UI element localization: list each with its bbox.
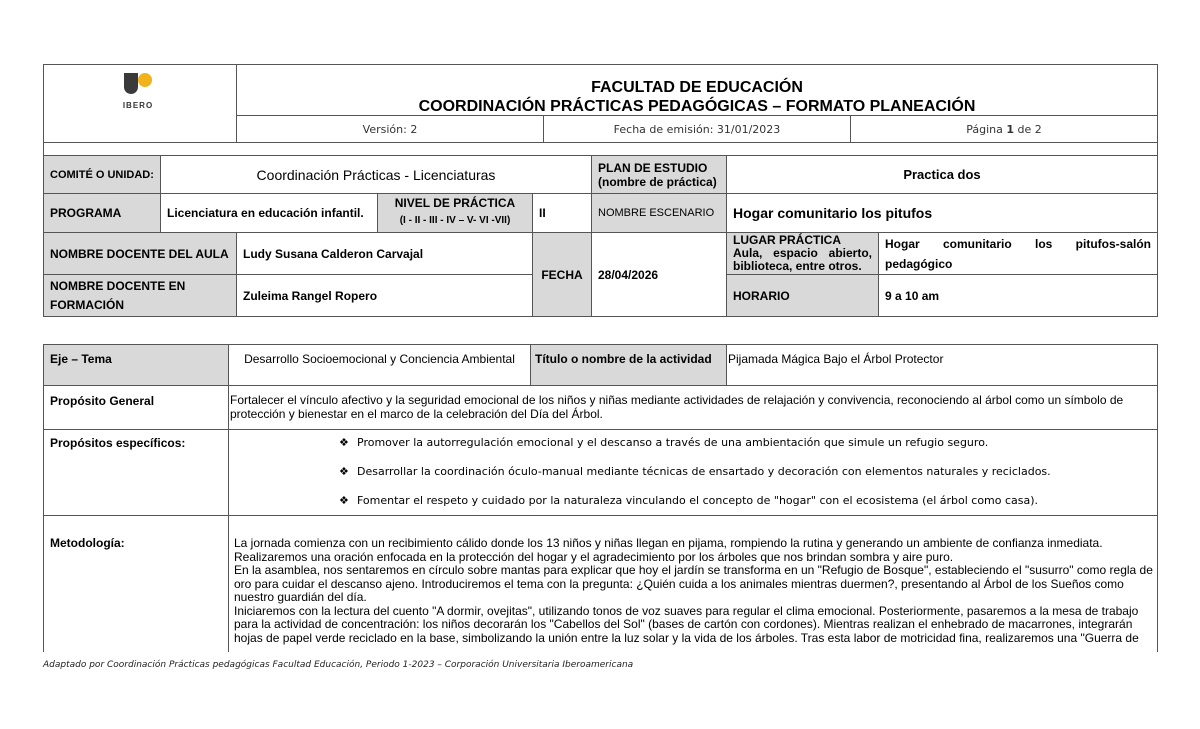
spacer-row	[43, 142, 1158, 156]
plan-label-line2: (nombre de práctica)	[598, 175, 717, 189]
specific-purpose-item	[339, 465, 1051, 478]
lugar-label-cell	[726, 232, 879, 275]
emission-date-text: Fecha de emisión: 31/01/2023	[613, 122, 781, 136]
proposito-value-cell	[228, 385, 1158, 430]
titulo-value: Pijamada Mágica Bajo el Árbol Protector	[728, 352, 944, 366]
fecha-value: 28/04/2026	[598, 267, 659, 282]
docente-formacion-label-cell	[43, 274, 237, 317]
docente-formacion-value: Zuleima Rangel Ropero	[243, 288, 378, 303]
header-title-cell	[236, 64, 1158, 116]
escenario-label: NOMBRE ESCENARIO	[598, 207, 715, 219]
diamond-bullet-icon: ❖	[339, 465, 349, 478]
especificos-label-cell	[43, 429, 229, 516]
metodologia-line: Realizaremos una oración enfocada en la protección del hogar y el agradecimiento por los árboles que nos brindan sombra y aire puro.	[234, 549, 954, 564]
eje-value: Desarrollo Socioemocional y Conciencia Ambiental	[244, 352, 515, 366]
horario-value-cell	[878, 274, 1158, 317]
page-title: FACULTAD DE EDUCACIÓN	[591, 79, 803, 96]
version-cell	[236, 115, 544, 143]
eje-label-cell	[43, 344, 229, 386]
eje-label: Eje – Tema	[50, 352, 112, 366]
proposito-label: Propósito General	[50, 394, 155, 408]
page-subtitle: COORDINACIÓN PRÁCTICAS PEDAGÓGICAS – FORMATO PLANEACIÓN	[418, 98, 976, 115]
metodologia-line: Iniciaremos con la lectura del cuento "A dormir, ovejitas", utilizando tonos de voz suaves para regular el clima emocional. Posteriormente, pasaremos a la mesa de trabajo	[234, 603, 1139, 618]
lugar-label-line1: LUGAR PRÁCTICA	[733, 233, 841, 247]
page-footer: Adaptado por Coordinación Prácticas pedagógicas Facultad Educación, Periodo 1-2023 – Corporación Universitaria Iberoamericana	[43, 660, 634, 670]
especificos-label: Propósitos específicos:	[50, 436, 186, 450]
nivel-value: II	[539, 206, 546, 220]
titulo-label: Título o nombre de la actividad	[535, 352, 712, 366]
comite-label-cell	[43, 155, 161, 194]
lugar-value-line1: Hogar comunitario los pitufos-salón	[885, 237, 1151, 251]
titulo-value-cell	[726, 344, 1158, 386]
horario-label: HORARIO	[733, 288, 790, 303]
horario-value: 9 a 10 am	[885, 288, 940, 303]
logo-cell	[43, 64, 237, 143]
metodologia-label: Metodología:	[50, 536, 125, 550]
lugar-value-cell	[878, 232, 1158, 275]
metodologia-value-cell	[228, 515, 1158, 652]
emission-date-cell	[543, 115, 851, 143]
docente-formacion-label-line1: NOMBRE DOCENTE EN	[50, 279, 186, 293]
lugar-value-line2: pedagógico	[885, 257, 953, 271]
plan-value: Practica dos	[903, 167, 981, 182]
docente-aula-value: Ludy Susana Calderon Carvajal	[243, 246, 424, 261]
docente-aula-label-cell	[43, 232, 237, 275]
especificos-value-cell	[228, 429, 1158, 516]
diamond-bullet-icon: ❖	[339, 436, 349, 449]
metodologia-line: La jornada comienza con un recibimiento cálido donde los 13 niños y niñas llegan en pijama, rompiendo la rutina y generando un ambiente de confianza inmediata.	[234, 536, 1103, 550]
specific-purpose-text: Desarrollar la coordinación óculo-manual mediante técnicas de ensartado y decoración con elementos naturales y reciclados.	[357, 465, 1051, 478]
comite-value-cell	[160, 155, 592, 194]
docente-formacion-label-line2: FORMACIÓN	[50, 298, 124, 312]
docente-formacion-value-cell	[236, 274, 533, 317]
proposito-label-cell	[43, 385, 229, 430]
diamond-bullet-icon: ❖	[339, 494, 349, 507]
nivel-label-cell	[377, 193, 533, 233]
escenario-value: Hogar comunitario los pitufos	[733, 205, 933, 221]
lugar-label-line2: Aula, espacio abierto,	[733, 246, 872, 260]
metodologia-line: para la actividad de concentración: los niños decorarán los "Cabellos del Sol" (bases de cartón con cordones). Mientras realizan el enhebrado de macarrones, integrarán	[234, 617, 1133, 631]
docente-aula-label: NOMBRE DOCENTE DEL AULA	[50, 246, 229, 261]
page-current: 1	[1006, 122, 1015, 136]
plan-value-cell	[726, 155, 1158, 194]
version-text: Versión: 2	[362, 122, 418, 136]
specific-purpose-text: Promover la autorregulación emocional y el descanso a través de una ambientación que simule un refugio seguro.	[357, 436, 989, 449]
horario-label-cell	[726, 274, 879, 317]
metodologia-label-cell	[43, 515, 229, 652]
escenario-label-cell	[591, 193, 727, 233]
programa-label: PROGRAMA	[50, 206, 122, 220]
logo-text: IBERO	[122, 101, 154, 110]
nivel-label-line2: (I - II - III - IV – V- VI -VII)	[399, 215, 511, 226]
nivel-label-line1: NIVEL DE PRÁCTICA	[394, 196, 516, 210]
metodologia-line: En la asamblea, nos sentaremos en círculo sobre mantas para explicar que hoy el jardín se transforma en un "Refugio de Bosque", estableciendo el "susurro" como regla de	[234, 563, 1153, 577]
specific-purpose-text: Fomentar el respeto y cuidado por la naturaleza vinculando el concepto de "hogar" con el ecosistema (el árbol como casa).	[357, 494, 1039, 507]
programa-value: Licenciatura en educación infantil.	[167, 206, 364, 220]
proposito-value: Fortalecer el vínculo afectivo y la seguridad emocional de los niños y niñas mediante actividades de relajación y convivencia, reconociendo al árbol como un símbolo de protección y bienestar en el marco de la celebración del Día del Árbol.	[230, 393, 1124, 421]
nivel-value-cell	[532, 193, 592, 233]
fecha-label-cell	[532, 232, 592, 317]
docente-aula-value-cell	[236, 232, 533, 275]
fecha-value-cell	[591, 232, 727, 317]
comite-label: COMITÉ O UNIDAD:	[50, 168, 154, 181]
specific-purpose-item	[339, 436, 988, 449]
metodologia-line: hojas de papel verde reciclado en la base, simbolizando la unión entre la luz solar y la vida de los árboles. Tras esta labor de motricidad fina, realizaremos una "Guerra de	[234, 630, 1139, 645]
plan-label-line1: PLAN DE ESTUDIO	[598, 161, 708, 175]
page-prefix: Página	[966, 122, 1007, 136]
fecha-label: FECHA	[541, 267, 583, 282]
titulo-label-cell	[530, 344, 727, 386]
programa-label-cell	[43, 193, 161, 233]
specific-purpose-item	[339, 494, 1038, 507]
plan-label-cell	[591, 155, 727, 194]
eje-value-cell	[228, 344, 531, 386]
metodologia-line: nuestro guardián del día.	[234, 590, 367, 604]
programa-value-cell	[160, 193, 378, 233]
comite-value: Coordinación Prácticas - Licenciaturas	[256, 166, 496, 183]
ibero-logo	[122, 71, 154, 101]
metodologia-line: oro para cuidar el descanso ajeno. Introduciremos el tema con la pregunta: ¿Quién cuida a los animales mientras duermen?, presentando al Árbol de los Sueños como	[234, 576, 1124, 591]
page-number-cell	[850, 115, 1158, 143]
page-suffix: de 2	[1014, 122, 1042, 136]
lugar-label-line3: biblioteca, entre otros.	[733, 259, 862, 273]
escenario-value-cell	[726, 193, 1158, 233]
